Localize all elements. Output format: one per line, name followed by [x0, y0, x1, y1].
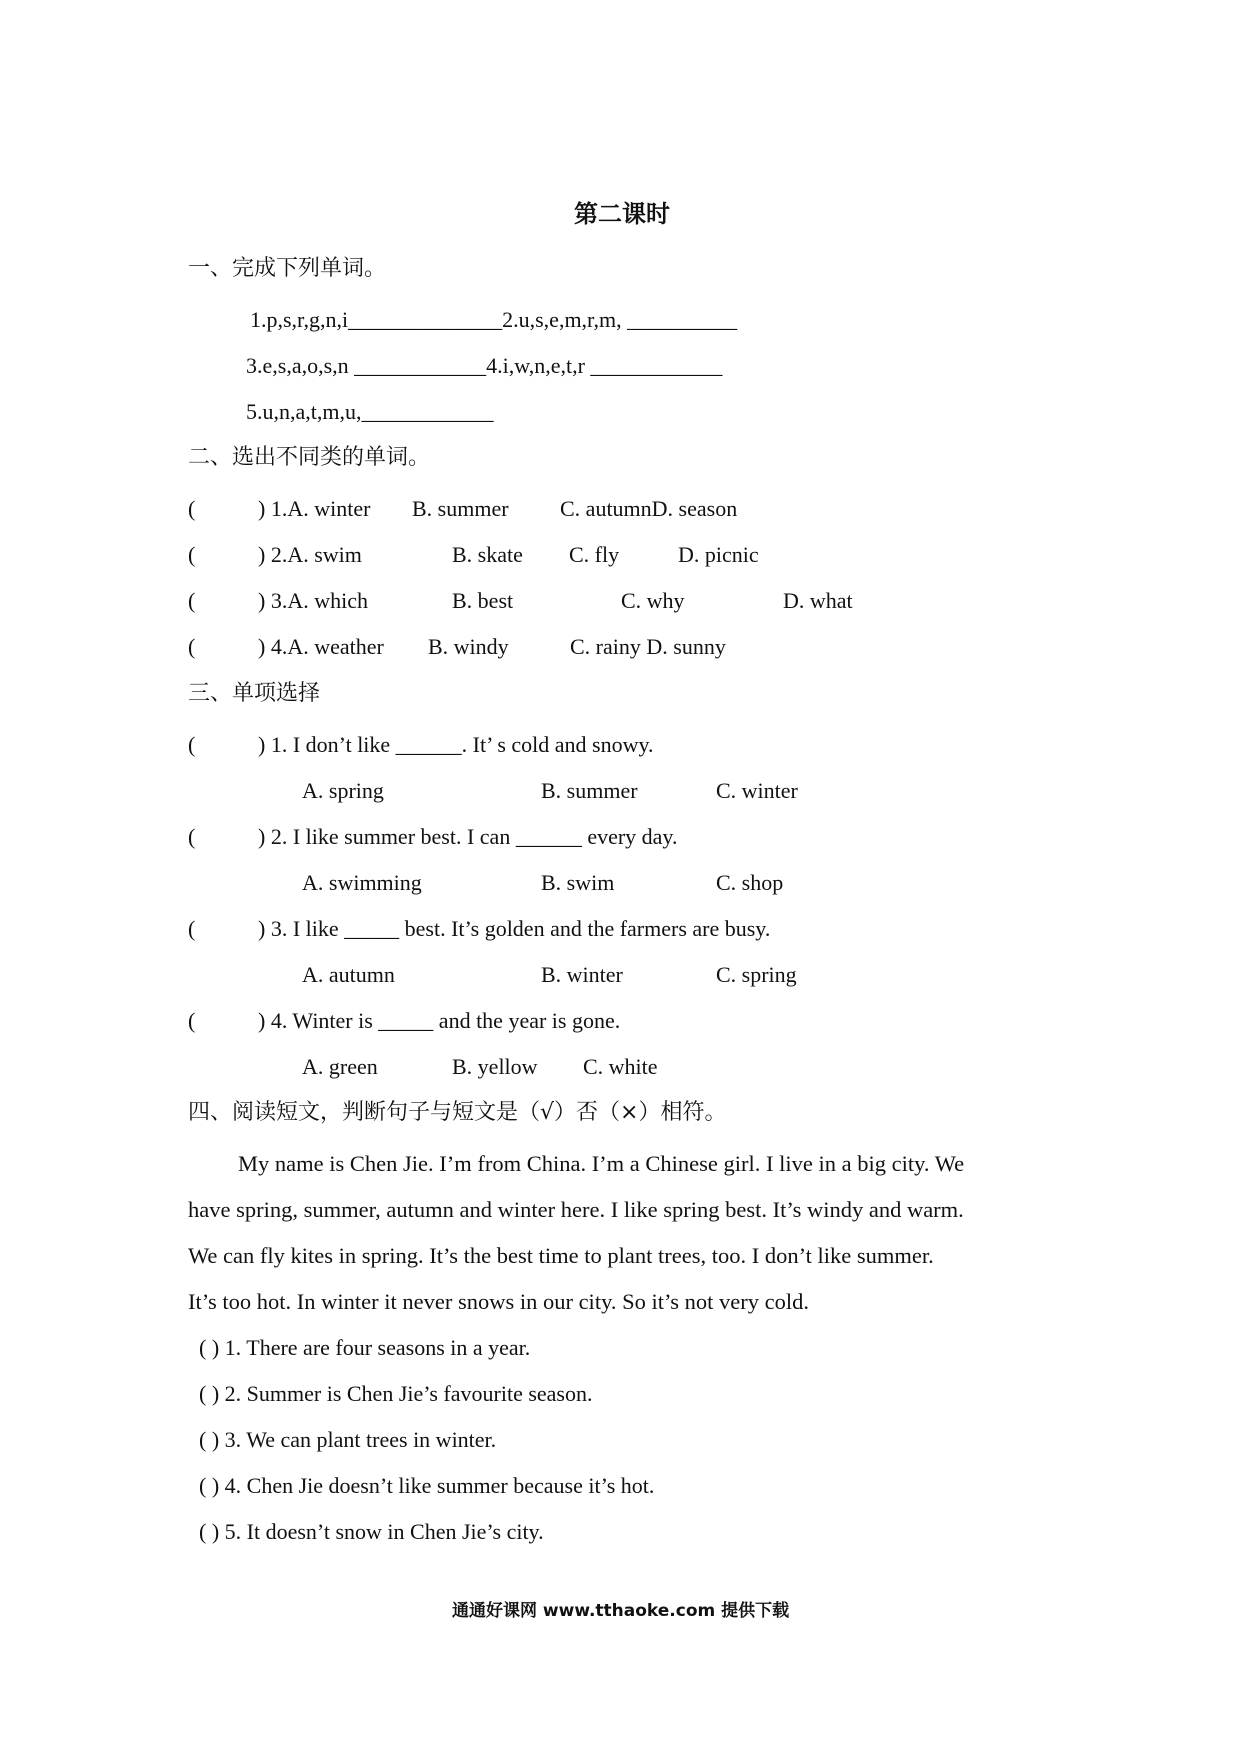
page-title: 第二课时 — [574, 202, 670, 228]
odd-one-out-2-option-c: C. fly — [569, 542, 620, 567]
mc-1-option-c: C. winter — [716, 778, 798, 803]
odd-one-out-1-option-b: B. summer — [412, 496, 509, 521]
mc-question-3: ) 3. I like _____ best. It’s golden and the farmers are busy. — [258, 916, 771, 941]
mc-4-option-c: C. white — [583, 1054, 658, 1079]
mc-question-1: ) 1. I don’t like ______. It’ s cold and snowy. — [258, 732, 654, 757]
true-false-statement-3: ( ) 3. We can plant trees in winter. — [199, 1427, 497, 1452]
mc-2-option-a: A. swimming — [302, 870, 422, 895]
odd-one-out-1-option-a: ) 1.A. winter — [258, 496, 371, 521]
answer-paren: ( — [188, 634, 196, 659]
odd-one-out-3-option-a: ) 3.A. which — [258, 588, 368, 613]
odd-one-out-4-option-b: B. windy — [428, 634, 509, 659]
mc-1-option-a: A. spring — [302, 778, 384, 803]
answer-paren: ( — [188, 542, 196, 567]
mc-question-2: ) 2. I like summer best. I can ______ every day. — [258, 824, 678, 849]
odd-one-out-1-option-c: C. autumnD. season — [560, 496, 738, 521]
odd-one-out-4-option-a: ) 4.A. weather — [258, 634, 384, 659]
true-false-statement-1: ( ) 1. There are four seasons in a year. — [199, 1335, 531, 1360]
true-false-statement-4: ( ) 4. Chen Jie doesn’t like summer because it’s hot. — [199, 1473, 655, 1498]
odd-one-out-2-option-d: D. picnic — [678, 542, 759, 567]
mc-4-option-a: A. green — [302, 1054, 378, 1079]
reading-passage-line-2: have spring, summer, autumn and winter here. I like spring best. It’s windy and warm. — [188, 1197, 964, 1222]
section1-heading: 一、完成下列单词。 — [188, 256, 387, 281]
true-false-statement-5: ( ) 5. It doesn’t snow in Chen Jie’s city. — [199, 1519, 544, 1544]
odd-one-out-3-option-c: C. why — [621, 588, 685, 613]
answer-paren: ( — [188, 824, 196, 849]
mc-2-option-b: B. swim — [541, 870, 615, 895]
answer-paren: ( — [188, 588, 196, 613]
answer-paren: ( — [188, 732, 196, 757]
mc-2-option-c: C. shop — [716, 870, 784, 895]
true-false-statement-2: ( ) 2. Summer is Chen Jie’s favourite season. — [199, 1381, 593, 1406]
section4-heading: 四、阅读短文，判断句子与短文是（√）否（×）相符。 — [188, 1100, 727, 1125]
footer-source-text: 通通好课网 www.tthaoke.com 提供下载 — [452, 1601, 790, 1621]
mc-3-option-c: C. spring — [716, 962, 797, 987]
odd-one-out-2-option-b: B. skate — [452, 542, 523, 567]
odd-one-out-3-option-d: D. what — [783, 588, 853, 613]
answer-paren: ( — [188, 916, 196, 941]
answer-paren: ( — [188, 496, 196, 521]
word-scramble-line-3: 5.u,n,a,t,m,u,____________ — [246, 399, 494, 424]
reading-passage-line-3: We can fly kites in spring. It’s the best time to plant trees, too. I don’t like summer. — [188, 1243, 934, 1268]
word-scramble-line-2: 3.e,s,a,o,s,n ____________4.i,w,n,e,t,r ____________ — [246, 353, 723, 378]
mc-3-option-b: B. winter — [541, 962, 623, 987]
mc-question-4: ) 4. Winter is _____ and the year is gone. — [258, 1008, 621, 1033]
mc-3-option-a: A. autumn — [302, 962, 395, 987]
odd-one-out-3-option-b: B. best — [452, 588, 514, 613]
mc-1-option-b: B. summer — [541, 778, 638, 803]
answer-paren: ( — [188, 1008, 196, 1033]
section3-heading: 三、单项选择 — [188, 681, 321, 706]
odd-one-out-2-option-a: ) 2.A. swim — [258, 542, 362, 567]
mc-4-option-b: B. yellow — [452, 1054, 538, 1079]
reading-passage-line-1: My name is Chen Jie. I’m from China. I’m a Chinese girl. I live in a big city. We — [238, 1151, 965, 1176]
word-scramble-line-1: 1.p,s,r,g,n,i______________2.u,s,e,m,r,m, __________ — [250, 307, 738, 332]
odd-one-out-4-option-c: C. rainy D. sunny — [570, 634, 726, 659]
reading-passage-line-4: It’s too hot. In winter it never snows in our city. So it’s not very cold. — [188, 1289, 809, 1314]
section2-heading: 二、选出不同类的单词。 — [188, 445, 431, 470]
